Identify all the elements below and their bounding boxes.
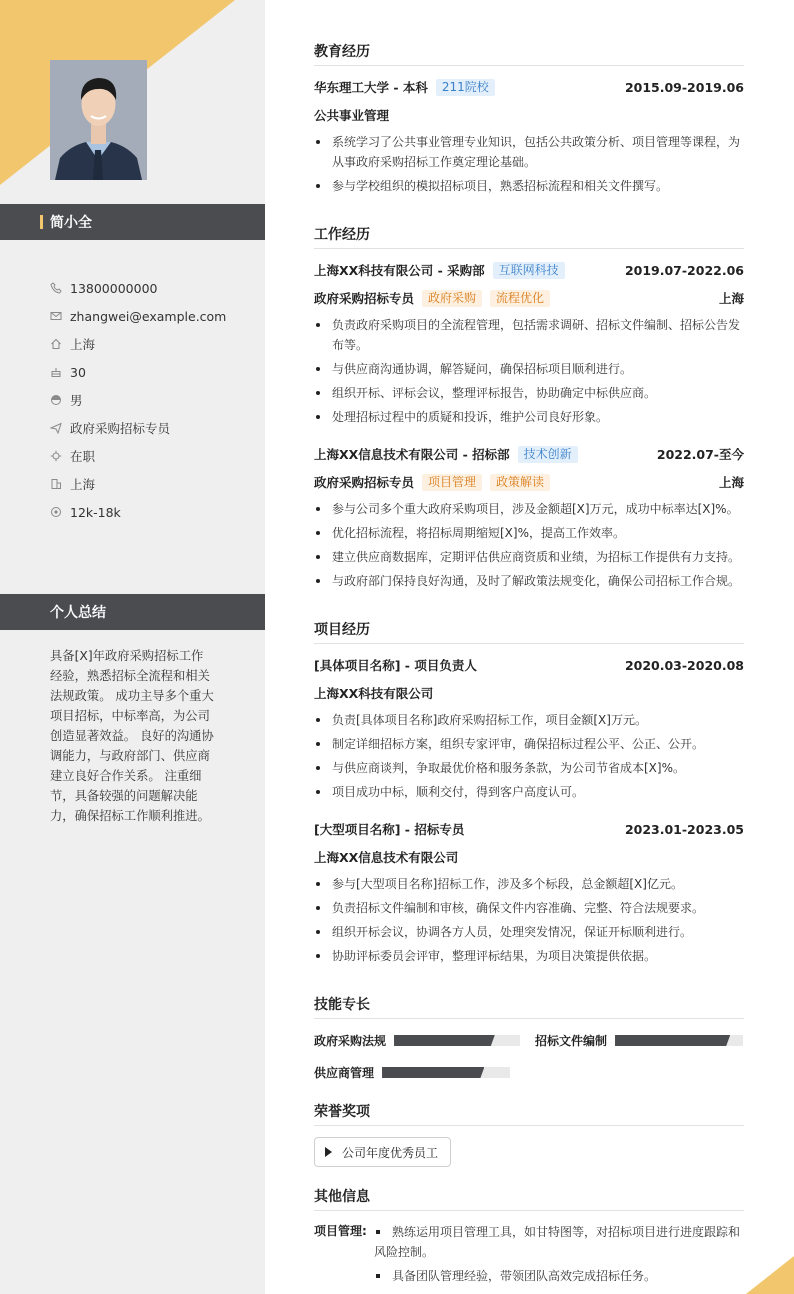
skill-name: 招标文件编制 xyxy=(535,1034,608,1048)
skill-bar-fill xyxy=(615,1035,730,1046)
list-item: 负责招标文件编制和审核，确保文件内容准确、完整、符合法规要求。 xyxy=(314,898,744,918)
list-item: 与供应商谈判，争取最优价格和服务条款，为公司节省成本[X]%。 xyxy=(314,758,744,778)
job-position-row xyxy=(314,289,744,307)
skill-bar xyxy=(394,1035,520,1046)
contact-position xyxy=(50,414,226,442)
list-item: 组织开标会议，协调各方人员，处理突发情况，保证开标顺利进行。 xyxy=(314,922,744,942)
skill-item xyxy=(314,1032,520,1049)
education-period: 2015.09-2019.06 xyxy=(624,79,744,95)
skill-bar-fill xyxy=(382,1067,484,1078)
sidebar xyxy=(0,0,265,1294)
list-item: 项目成功中标，顺利交付，得到客户高度认可。 xyxy=(314,782,744,802)
contact-age xyxy=(50,358,226,386)
home-icon xyxy=(50,338,62,350)
list-item: 处理招标过程中的质疑和投诉，维护公司良好形象。 xyxy=(314,407,744,427)
other-label: 项目管理: xyxy=(314,1224,367,1238)
summary-bar xyxy=(0,594,265,630)
contact-text: 12k-18k xyxy=(70,504,121,520)
job-skill-tag: 项目管理 xyxy=(422,474,482,491)
section-title-education: 教育经历 xyxy=(314,41,744,66)
contact-phone xyxy=(50,274,226,302)
contact-text: 男 xyxy=(70,393,83,408)
list-item: 组织开标、评标会议，整理评标报告，协助确定中标供应商。 xyxy=(314,383,744,403)
award-text: 公司年度优秀员工 xyxy=(342,1145,439,1160)
status-icon xyxy=(50,450,62,462)
contact-city xyxy=(50,470,226,498)
job-industry-tag: 技术创新 xyxy=(518,446,578,463)
section-title-other: 其他信息 xyxy=(314,1186,744,1211)
list-item: 制定详细招标方案，组织专家评审，确保招标过程公平、公正、公开。 xyxy=(314,734,744,754)
other-bullets xyxy=(374,1222,744,1290)
list-item: 系统学习了公共事业管理专业知识，包括公共政策分析、项目管理等课程，为从事政府采购招标工作奠定理论基础。 xyxy=(314,132,744,172)
job-skill-tag: 流程优化 xyxy=(490,290,550,307)
job-skill-tag: 政府采购 xyxy=(422,290,482,307)
contact-text: 上海 xyxy=(70,337,96,352)
project-period: 2023.01-2023.05 xyxy=(624,821,744,837)
section-title-projects: 项目经历 xyxy=(314,619,744,644)
list-item: 协助评标委员会评审，整理评标结果，为项目决策提供依据。 xyxy=(314,946,744,966)
list-item: 熟练运用项目管理工具，如甘特图等，对招标项目进行进度跟踪和风险控制。 xyxy=(374,1222,744,1262)
school-tag: 211院校 xyxy=(436,79,495,96)
skill-bar xyxy=(382,1067,510,1078)
list-item: 参与公司多个重大政府采购项目，涉及金额超[X]万元，成功中标率达[X]%。 xyxy=(314,499,744,519)
contact-email xyxy=(50,302,226,330)
send-icon xyxy=(50,422,62,434)
job-position: 政府采购招标专员 xyxy=(314,475,415,490)
contact-status xyxy=(50,442,226,470)
list-item: 负责政府采购项目的全流程管理，包括需求调研、招标文件编制、招标公告发布等。 xyxy=(314,315,744,355)
skill-item xyxy=(535,1032,743,1049)
list-item: 参与[大型项目名称]招标工作，涉及多个标段，总金额超[X]亿元。 xyxy=(314,874,744,894)
major-name: 公共事业管理 xyxy=(314,108,390,123)
section-title-awards: 荣誉奖项 xyxy=(314,1101,744,1126)
job-city: 上海 xyxy=(718,475,744,490)
summary-text: 具备[X]年政府采购招标工作经验，熟悉招标全流程和相关法规政策。 成功主导多个重大项目招标，中标率高，为公司创造显著效益。 良好的沟通协调能力，与政府部门、供应商建立良好合作关系。 注重细节，具备较强的问题解决能力，确保招标工作顺利推进。 xyxy=(50,649,214,823)
education-bullets xyxy=(314,132,744,200)
summary-title: 个人总结 xyxy=(50,605,106,621)
contact-list xyxy=(50,274,226,526)
play-icon xyxy=(325,1147,332,1157)
job-company: 上海XX科技有限公司 - 采购部 xyxy=(314,263,485,278)
phone-icon xyxy=(50,282,62,294)
job-position-row xyxy=(314,473,744,491)
contact-text: zhangwei@example.com xyxy=(70,308,227,324)
project-name: [大型项目名称] - 招标专员 xyxy=(314,822,465,837)
contact-salary xyxy=(50,498,226,526)
project-company-row xyxy=(314,684,744,702)
contact-gender xyxy=(50,386,226,414)
job-period: 2022.07-至今 xyxy=(656,447,744,462)
job-bullets xyxy=(314,315,744,431)
job-bullets xyxy=(314,499,744,595)
list-item: 建立供应商数据库，定期评估供应商资质和业绩，为招标工作提供有力支持。 xyxy=(314,547,744,567)
contact-text: 13800000000 xyxy=(70,280,158,296)
gender-icon xyxy=(50,394,62,406)
project-bullets xyxy=(314,710,744,806)
list-item: 优化招标流程，将招标周期缩短[X]%，提高工作效率。 xyxy=(314,523,744,543)
job-skill-tag: 政策解读 xyxy=(490,474,550,491)
project-period: 2020.03-2020.08 xyxy=(624,657,744,673)
list-item: 与政府部门保持良好沟通，及时了解政策法规变化，确保公司招标工作合规。 xyxy=(314,571,744,591)
project-company: 上海XX科技有限公司 xyxy=(314,686,434,701)
cake-icon xyxy=(50,366,62,378)
section-title-work: 工作经历 xyxy=(314,224,744,249)
project-company-row xyxy=(314,848,744,866)
job-position: 政府采购招标专员 xyxy=(314,291,415,306)
education-major xyxy=(314,106,744,124)
contact-text: 政府采购招标专员 xyxy=(70,421,171,436)
avatar xyxy=(50,60,147,180)
project-company: 上海XX信息技术有限公司 xyxy=(314,850,459,865)
contact-text: 30 xyxy=(70,364,86,380)
job-city: 上海 xyxy=(718,291,744,306)
job-industry-tag: 互联网科技 xyxy=(493,262,565,279)
project-name: [具体项目名称] - 项目负责人 xyxy=(314,658,477,673)
name-bar xyxy=(0,204,265,240)
school-name: 华东理工大学 - 本科 xyxy=(314,80,428,95)
skill-name: 政府采购法规 xyxy=(314,1034,387,1048)
project-header xyxy=(314,820,744,838)
contact-residence xyxy=(50,330,226,358)
award-item xyxy=(314,1137,451,1167)
job-company: 上海XX信息技术有限公司 - 招标部 xyxy=(314,447,510,462)
decorative-corner-bottom xyxy=(746,1256,794,1294)
skill-name: 供应商管理 xyxy=(314,1066,375,1080)
salary-icon xyxy=(50,506,62,518)
education-header xyxy=(314,78,744,96)
contact-text: 上海 xyxy=(70,477,96,492)
job-period: 2019.07-2022.06 xyxy=(624,262,744,278)
name-accent xyxy=(40,215,43,229)
skill-bar-fill xyxy=(394,1035,495,1046)
list-item: 负责[具体项目名称]政府采购招标工作，项目金额[X]万元。 xyxy=(314,710,744,730)
skill-item xyxy=(314,1064,510,1081)
list-item: 参与学校组织的模拟招标项目，熟悉招标流程和相关文件撰写。 xyxy=(314,176,744,196)
project-bullets xyxy=(314,874,744,970)
mail-icon xyxy=(50,310,62,322)
building-icon xyxy=(50,478,62,490)
section-title-skills: 技能专长 xyxy=(314,994,744,1019)
candidate-name: 简小全 xyxy=(50,215,92,231)
job-header xyxy=(314,445,744,463)
project-header xyxy=(314,656,744,674)
list-item: 具备团队管理经验，带领团队高效完成招标任务。 xyxy=(374,1266,744,1286)
contact-text: 在职 xyxy=(70,449,96,464)
list-item: 与供应商沟通协调，解答疑问，确保招标项目顺利进行。 xyxy=(314,359,744,379)
job-header xyxy=(314,261,744,279)
skill-bar xyxy=(615,1035,743,1046)
